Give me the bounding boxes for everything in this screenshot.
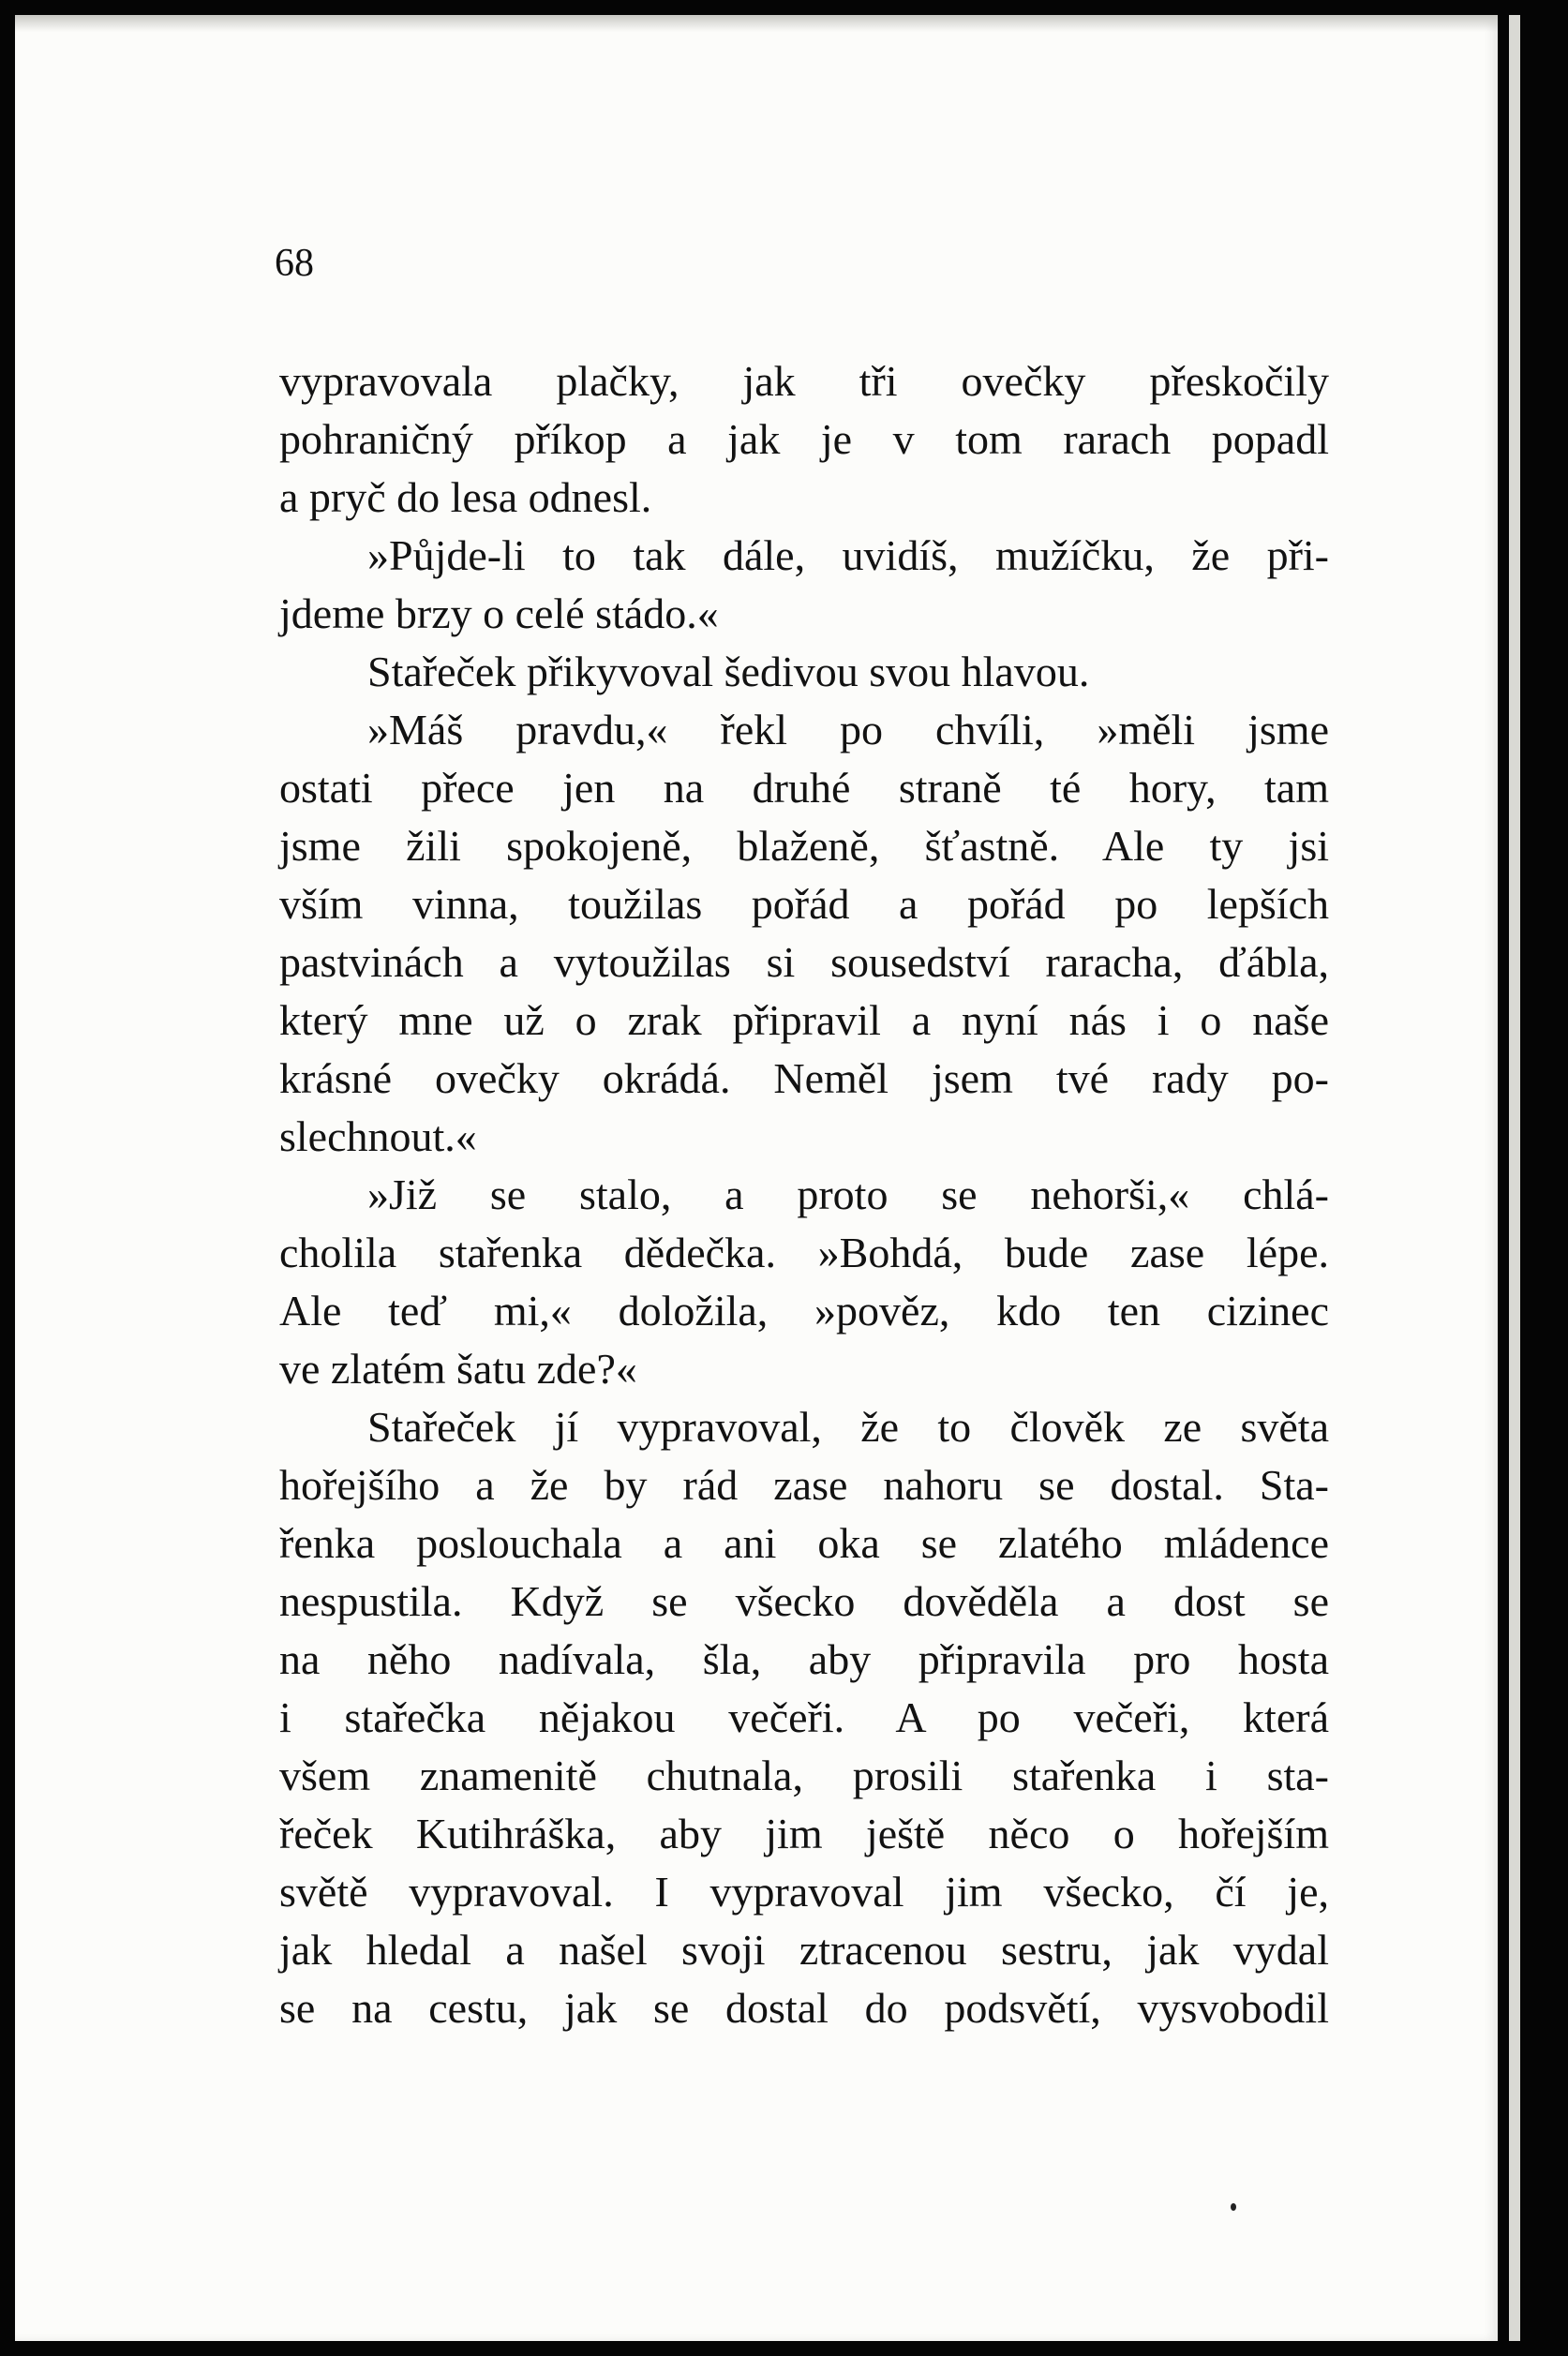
- text-line: řenka poslouchala a ani oka se zlatého mládence: [279, 1519, 1329, 1567]
- page-text: [279, 352, 1329, 2037]
- ink-speck: [1231, 2203, 1236, 2211]
- text-line: vypravovala plačky, jak tři ovečky přeskočily: [279, 357, 1329, 405]
- text-line: jsme žili spokojeně, blaženě, šťastně. Ale ty jsi: [279, 822, 1329, 870]
- text-line: Stařeček jí vypravoval, že to člověk ze světa: [367, 1403, 1329, 1451]
- text-line: pohraničný příkop a jak je v tom rarach popadl: [279, 415, 1329, 463]
- text-line: na něho nadívala, šla, aby připravila pro hosta: [279, 1635, 1329, 1683]
- text-line: řeček Kutihráška, aby jim ještě něco o hořejším: [279, 1810, 1329, 1857]
- text-line: ostati přece jen na druhé straně té hory, tam: [279, 764, 1329, 812]
- adjacent-page-edge: [1509, 15, 1520, 2341]
- text-line: který mne už o zrak připravil a nyní nás i o naše: [279, 996, 1329, 1044]
- text-line: jdeme brzy o celé stádo.«: [279, 589, 719, 637]
- text-line: světě vypravoval. I vypravoval jim všecko, čí je,: [279, 1868, 1329, 1916]
- text-line: Ale teď mi,« doložila, »pověz, kdo ten cizinec: [279, 1287, 1329, 1335]
- text-line: všem znamenitě chutnala, prosili stařenka i sta-: [279, 1752, 1329, 1799]
- text-line: nespustila. Když se všecko dověděla a dost se: [279, 1577, 1329, 1625]
- text-line: i stařečka nějakou večeři. A po večeři, která: [279, 1693, 1329, 1741]
- page-number: 68: [275, 242, 314, 285]
- text-line: vším vinna, toužilas pořád a pořád po lepších: [279, 880, 1329, 928]
- text-line: slechnout.«: [279, 1112, 477, 1160]
- text-line: krásné ovečky okrádá. Neměl jsem tvé rady po-: [279, 1054, 1329, 1102]
- text-line: »Půjde-li to tak dále, uvidíš, mužíčku, že při-: [367, 531, 1329, 579]
- text-line: ve zlatém šatu zde?«: [279, 1345, 637, 1393]
- text-line: a pryč do lesa odnesl.: [279, 473, 652, 521]
- text-line: jak hledal a našel svoji ztracenou sestru, jak vydal: [279, 1926, 1329, 1974]
- text-line: cholila stařenka dědečka. »Bohdá, bude zase lépe.: [279, 1229, 1329, 1276]
- page-top-shadow: [15, 15, 1498, 32]
- text-line: se na cestu, jak se dostal do podsvětí, vysvobodil: [279, 1984, 1329, 2032]
- text-line: »Máš pravdu,« řekl po chvíli, »měli jsme: [367, 706, 1329, 753]
- book-page: [15, 15, 1498, 2341]
- text-line: Stařeček přikyvoval šedivou svou hlavou.: [367, 648, 1090, 695]
- text-line: hořejšího a že by rád zase nahoru se dostal. Sta-: [279, 1461, 1329, 1509]
- text-line: »Již se stalo, a proto se nehorši,« chlá-: [367, 1171, 1329, 1218]
- text-line: pastvinách a vytoužilas si sousedství raracha, ďábla,: [279, 938, 1329, 986]
